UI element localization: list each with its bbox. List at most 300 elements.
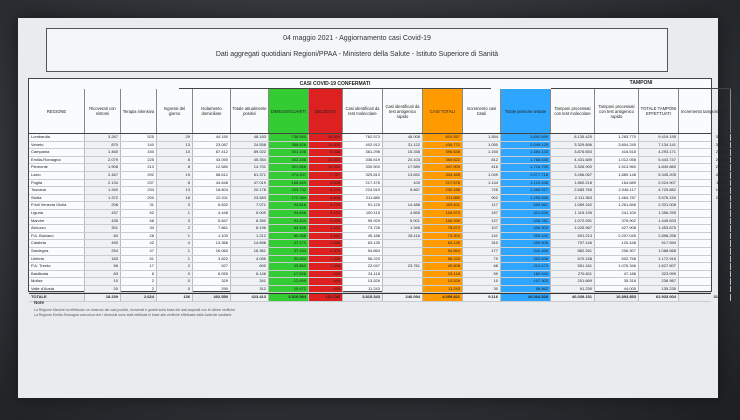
table-cell: 11.406 <box>309 142 343 149</box>
table-cell: 4.431.689 <box>551 157 595 164</box>
table-cell: 4.840.860 <box>639 164 679 171</box>
table-cell <box>383 271 423 278</box>
table-row <box>29 217 728 226</box>
table-row <box>29 225 728 233</box>
table-cell: 2.915 <box>309 218 343 225</box>
table-cell: 63.456 <box>269 225 309 232</box>
table-cell: 18 <box>157 195 193 202</box>
table-cell: 136 <box>157 294 193 301</box>
table-row <box>29 171 728 180</box>
table-row <box>29 164 728 172</box>
table-cell: 28.500 <box>679 195 731 202</box>
table-cell: 217.576 <box>423 180 463 187</box>
table-cell: 302.246 <box>269 157 309 164</box>
table-cell: 54.864 <box>423 248 463 255</box>
table-cell: 1.212 <box>231 233 269 240</box>
table-cell: 1.172.916 <box>639 256 679 263</box>
table-cell: 105.611 <box>423 202 463 209</box>
table-cell: 24.118 <box>343 271 383 278</box>
report-title: 04 maggio 2021 - Aggiornamento casi Covid-19 <box>283 35 431 42</box>
table-cell: 1.460 <box>85 149 121 156</box>
table-cell: 91.424 <box>269 218 309 225</box>
table-cell: 45.354 <box>231 157 269 164</box>
table-cell: 18.239 <box>85 294 121 301</box>
table-cell: 4.448 <box>193 210 231 217</box>
table-cell: 1.115.195 <box>551 210 595 217</box>
region-name-cell: TOTALE <box>29 294 85 301</box>
table-cell: 56.220 <box>343 256 383 263</box>
table-cell: 527 <box>193 263 231 270</box>
table-row <box>29 240 728 248</box>
table-cell: 402.912 <box>343 142 383 149</box>
table-cell: 30 <box>463 286 501 293</box>
column-header: Totale persone testate <box>501 89 551 133</box>
table-cell: 2.836 <box>679 256 731 263</box>
table-cell: 16.893.853 <box>595 294 639 301</box>
table-cell: 37.194 <box>269 248 309 255</box>
table-row <box>29 285 728 294</box>
region-name-cell: Friuli Venezia Giulia <box>29 202 85 209</box>
table-cell: 2.024.907 <box>639 180 679 187</box>
table-body <box>29 134 728 302</box>
table-cell: 2 <box>121 286 157 293</box>
table-cell: 2.111.363 <box>551 195 595 202</box>
report-header <box>46 28 668 72</box>
table-cell: 6.350 <box>231 218 269 225</box>
table-cell: 7.071 <box>231 202 269 209</box>
table-cell: 1.554 <box>463 134 501 141</box>
table-cell: 87.412 <box>193 149 231 156</box>
table-cell: 22.047 <box>343 263 383 270</box>
table-cell: 1.309 <box>309 248 343 255</box>
table-cell: 427.908 <box>595 225 639 232</box>
table-cell: 24.462 <box>679 164 731 171</box>
table-cell: 5.009 <box>231 210 269 217</box>
table-cell: 725 <box>463 187 501 194</box>
table-cell: 224.519 <box>343 187 383 194</box>
table-cell: 321.868 <box>269 164 309 171</box>
column-header: Terapia intensiva <box>121 89 157 133</box>
table-cell: 2.467 <box>85 172 121 179</box>
table-cell: 347.909 <box>423 164 463 171</box>
column-header: DECEDUTI <box>309 89 343 133</box>
table-cell: 83 <box>85 271 121 278</box>
table-row <box>29 232 728 241</box>
table-cell <box>383 286 423 293</box>
column-header: TOTALE TAMPONI EFFETTUATI <box>639 89 679 133</box>
table-cell: 396.636 <box>423 149 463 156</box>
region-name-cell: Veneto <box>29 142 85 149</box>
table-cell: 211.880 <box>343 195 383 202</box>
table-cell: 1.069.162 <box>551 202 595 209</box>
table-cell: 62.933.004 <box>639 294 679 301</box>
table-cell: 1.449.833 <box>639 218 679 225</box>
region-name-cell: Sardegna <box>29 248 85 255</box>
table-cell: 1.049 <box>463 172 501 179</box>
table-cell: 1.012.058 <box>595 157 639 164</box>
table-cell: 355.432 <box>501 233 551 240</box>
table-cell: 73.304 <box>423 233 463 240</box>
table-cell: 3.519.584 <box>269 294 309 301</box>
table-cell: 120.448 <box>595 240 639 247</box>
region-name-cell: Toscana <box>29 187 85 194</box>
table-cell: 28.116 <box>383 233 423 240</box>
table-cell: 1.144 <box>463 180 501 187</box>
table-cell: 4.056 <box>231 256 269 263</box>
table-cell: 12.580 <box>193 164 231 171</box>
table-cell: 201.669 <box>551 278 595 285</box>
table-cell: 381.298 <box>343 149 383 156</box>
table-cell: 63.135 <box>343 240 383 247</box>
table-cell: 3 <box>157 218 193 225</box>
table-cell: 1.453.875 <box>639 225 679 232</box>
table-cell: 446 <box>309 271 343 278</box>
table-cell: 43.860 <box>269 263 309 270</box>
table-cell: 13 <box>157 187 193 194</box>
table-cell: 62 <box>121 210 157 217</box>
table-cell: 7.861 <box>193 225 231 232</box>
table-cell: 1.283.770 <box>595 134 639 141</box>
table-cell: 44.005 <box>595 286 639 293</box>
table-cell: 5.667 <box>383 187 423 194</box>
table-cell: 902 <box>463 195 501 202</box>
table-row <box>29 134 728 142</box>
table-cell: 386.828 <box>269 142 309 149</box>
table-cell: 5.443.747 <box>639 157 679 164</box>
table-cell: 1.100 <box>193 233 231 240</box>
table-cell: 402.550 <box>193 294 231 301</box>
note-line-2: La Regione Emilia-Romagna comunica che i deceduti sono stati rettificati in base alle verifiche effettuate dalle Aziende sanitarie. <box>34 313 233 317</box>
table-cell: 0 <box>157 271 193 278</box>
table-cell: 56.220 <box>423 256 463 263</box>
table-row <box>29 270 728 279</box>
table-cell: 3.700 <box>679 240 731 247</box>
table-row <box>29 179 728 188</box>
table-cell: 24.103 <box>383 157 423 164</box>
table-cell: 28 <box>121 233 157 240</box>
table-cell: 45.808 <box>423 263 463 270</box>
table-cell: 16.060 <box>193 248 231 255</box>
table-cell: 203.732 <box>269 187 309 194</box>
table-cell: 14.898 <box>231 240 269 247</box>
table-cell: 31 <box>121 202 157 209</box>
table-cell: 13.526 <box>423 278 463 285</box>
column-header: Incremento casi totali <box>463 89 501 133</box>
table-cell: 47.171 <box>269 240 309 247</box>
table-cell: 553.961 <box>501 202 551 209</box>
region-name-cell: Molise <box>29 278 85 285</box>
table-cell: 208 <box>85 202 121 209</box>
table-cell: 3.724 <box>309 202 343 209</box>
table-cell: 0 <box>157 286 193 293</box>
table-cell: 58.612 <box>193 172 231 179</box>
column-header: DIMESSI/GUARITI <box>269 89 309 133</box>
table-cell: 1.330 <box>309 256 343 263</box>
table-cell: 150 <box>121 149 157 156</box>
table-cell: 246.094 <box>383 294 423 301</box>
table-cell: 44.648 <box>193 180 231 187</box>
column-header: Ricoverati con sintomi <box>85 89 121 133</box>
table-cell: 234 <box>121 187 157 194</box>
table-cell: 312 <box>231 286 269 293</box>
table-cell: 84 <box>85 233 121 240</box>
column-header: Tamponi processati con test molecolare <box>551 89 595 133</box>
region-name-cell: P.A. Trento <box>29 263 85 270</box>
table-cell: 3.822 <box>193 256 231 263</box>
column-header: Casi identificati da test molecolare <box>343 89 383 133</box>
table-cell: 100 <box>383 180 423 187</box>
table-cell: 24.558 <box>231 142 269 149</box>
table-cell: 1.120.438 <box>501 180 551 187</box>
table-cell: 121.743 <box>309 294 343 301</box>
report-sheet <box>18 18 729 398</box>
table-cell: 94.816 <box>269 202 309 209</box>
table-cell: 1.076.346 <box>595 263 639 270</box>
table-cell: 2.683.765 <box>551 187 595 194</box>
table-cell: 48.008 <box>383 134 423 141</box>
table-row <box>29 194 728 203</box>
table-cell: 23.761 <box>383 263 423 270</box>
region-name-cell: Valle d'Aosta <box>29 286 85 293</box>
table-cell: 4.034 <box>679 210 731 217</box>
table-cell: 459 <box>309 286 343 293</box>
table-cell: 1.261.846 <box>595 202 639 209</box>
table-cell: 406.303 <box>501 225 551 232</box>
table-cell: 2.046.117 <box>595 187 639 194</box>
table-cell: 1.356.295 <box>639 210 679 217</box>
region-name-cell: Marche <box>29 218 85 225</box>
table-cell: 31.122 <box>383 142 423 149</box>
table-cell: 4 <box>157 240 193 247</box>
table-cell: 2.134 <box>85 180 121 187</box>
table-cell: 542.466 <box>501 248 551 255</box>
table-cell: 343.465 <box>423 172 463 179</box>
table-cell: 89.022 <box>231 149 269 156</box>
table-cell: 141 <box>463 233 501 240</box>
table-cell: 2 <box>121 278 157 285</box>
table-cell: 1.627.507 <box>639 263 679 270</box>
table-cell: 401.639 <box>501 210 551 217</box>
table-cell: 962 <box>679 271 731 278</box>
table-cell: 26.004.528 <box>501 294 551 301</box>
table-cell: 1.889.148 <box>595 172 639 179</box>
table-cell: 23.583 <box>231 195 269 202</box>
table-cell: 1 <box>157 210 193 217</box>
table-cell: 1.788.646 <box>501 157 551 164</box>
table-cell: 1.484.133 <box>501 149 551 156</box>
table-cell: 4.718 <box>679 225 731 232</box>
table-cell: 107 <box>463 225 501 232</box>
table-cell: 3 <box>157 202 193 209</box>
table-cell: 6.832 <box>193 202 231 209</box>
table-cell: 254 <box>85 248 121 255</box>
table-cell: 91.230 <box>551 286 595 293</box>
column-header: Tamponi processati con test antigenico rapido <box>595 89 639 133</box>
table-cell: 61.371 <box>231 172 269 179</box>
table-cell: 63.135 <box>423 240 463 247</box>
group-title-tamponi: TAMPONI <box>551 80 731 89</box>
table-cell: 11.243 <box>423 286 463 293</box>
table-row <box>29 156 728 165</box>
column-header: Incremento tamponi totali <box>679 89 731 133</box>
table-cell: 360.622 <box>423 157 463 164</box>
table-cell: 3.326.900 <box>551 164 595 171</box>
table-cell: 797.146 <box>551 240 595 247</box>
table-cell: 51 <box>121 256 157 263</box>
table-cell: 600 <box>231 263 269 270</box>
region-name-cell: Abruzzo <box>29 225 85 232</box>
table-cell: 18.604 <box>193 187 231 194</box>
region-name-cell: Lombardia <box>29 134 85 141</box>
table-cell: 117 <box>463 202 501 209</box>
table-cell: 180.440 <box>501 271 551 278</box>
table-cell: 213 <box>121 164 157 171</box>
table-cell: 329 <box>193 278 231 285</box>
table-cell: 4.113 <box>309 210 343 217</box>
table-cell: 290 <box>193 286 231 293</box>
table-cell: 416 <box>463 164 501 171</box>
table-cell: 47.188 <box>595 271 639 278</box>
table-cell: 2.331.008 <box>639 202 679 209</box>
table-cell: 1.716.755 <box>501 164 551 171</box>
column-header: Casi identificati da test antigenico rapido <box>383 89 423 133</box>
table-row <box>29 149 728 157</box>
table-row <box>29 187 728 195</box>
table-cell: 1.072.931 <box>551 218 595 225</box>
table-cell: 75.072 <box>423 225 463 232</box>
table-cell: 437 <box>85 210 121 217</box>
table-cell: 1.006 <box>679 278 731 285</box>
notes-section <box>34 300 594 317</box>
table-cell: 13.652 <box>383 172 423 179</box>
table-row <box>29 202 728 210</box>
table-cell: 241.100 <box>595 210 639 217</box>
table-cell: 157 <box>463 210 501 217</box>
table-cell: 1.295.655 <box>501 195 551 202</box>
table-cell: 19 <box>157 172 193 179</box>
table-cell: 330.500 <box>343 164 383 171</box>
table-cell: 336.519 <box>343 157 383 164</box>
table-cell: 225 <box>121 157 157 164</box>
table-cell <box>383 256 423 263</box>
table-cell: 13.526 <box>343 278 383 285</box>
table-cell: 15.338 <box>383 149 423 156</box>
table-cell: 211.880 <box>423 195 463 202</box>
table-cell: 762.573 <box>343 134 383 141</box>
region-name-cell: Calabria <box>29 240 85 247</box>
table-cell: 42 <box>121 240 157 247</box>
table-cell <box>383 248 423 255</box>
table-cell: 183 <box>85 256 121 263</box>
table-cell: 59 <box>463 271 501 278</box>
table-cell: 100.930 <box>423 218 463 225</box>
covid-data-table <box>28 78 729 300</box>
table-cell: 24.118 <box>423 271 463 278</box>
table-cell: 68 <box>463 263 501 270</box>
table-cell: 1 <box>157 233 193 240</box>
table-cell: 882.261 <box>551 248 595 255</box>
table-cell: 206.307 <box>595 248 639 255</box>
table-cell: 172.384 <box>269 195 309 202</box>
table-cell: 1.164 <box>309 233 343 240</box>
table-cell: 1.348 <box>309 263 343 270</box>
table-cell: 1.340 <box>85 187 121 194</box>
region-name-cell: Basilicata <box>29 271 85 278</box>
table-cell: 301.106 <box>269 149 309 156</box>
table-cell: 2.207.045 <box>595 233 639 240</box>
table-cell: 9.419.195 <box>639 134 679 141</box>
table-cell: 3.804.245 <box>595 142 639 149</box>
table-cell: 104.970 <box>423 210 463 217</box>
table-cell: 870 <box>85 142 121 149</box>
column-header: Totale attualmente positivi <box>231 89 269 133</box>
table-cell: 12.699 <box>269 278 309 285</box>
table-cell: 10 <box>157 149 193 156</box>
table-cell: 230.186 <box>423 187 463 194</box>
table-cell: 44.150 <box>193 134 231 141</box>
table-cell: 4.301 <box>679 248 731 255</box>
table-cell: 1.050 <box>463 142 501 149</box>
table-cell: 35.307 <box>679 134 731 141</box>
table-cell: 7.757 <box>309 172 343 179</box>
table-cell: 34 <box>121 225 157 232</box>
table-row <box>29 209 728 218</box>
region-name-cell: Campania <box>29 149 85 156</box>
region-name-cell: Piemonte <box>29 164 85 171</box>
table-cell: 423.413 <box>231 294 269 301</box>
table-cell: 292 <box>121 172 157 179</box>
table-cell: 20.178 <box>231 187 269 194</box>
table-cell: 1.860.218 <box>551 180 595 187</box>
table-cell: 2.079 <box>85 157 121 164</box>
column-header: Ingressi del giorno <box>157 89 193 133</box>
table-cell <box>383 195 423 202</box>
table-cell: 274.337 <box>269 172 309 179</box>
table-cell: 6.055 <box>193 271 231 278</box>
table-cell: 17.526 <box>269 271 309 278</box>
table-cell: 11.243 <box>343 286 383 293</box>
table-cell: 3.456.057 <box>551 172 595 179</box>
table-cell: 812 <box>463 157 501 164</box>
table-cell: 1.513.960 <box>595 164 639 171</box>
table-cell: 3.576.150 <box>639 195 679 202</box>
table-row <box>29 141 728 150</box>
table-row <box>29 263 728 271</box>
table-cell: 2 <box>157 263 193 270</box>
table-cell: 329.813 <box>343 172 383 179</box>
table-cell: 60.068 <box>269 233 309 240</box>
table-cell: 91.125 <box>343 202 383 209</box>
table-cell: 376.902 <box>595 218 639 225</box>
table-cell: 2.841 <box>679 263 731 270</box>
table-cell: 177 <box>463 248 501 255</box>
table-row <box>29 255 728 264</box>
table-cell: 2.049.125 <box>501 142 551 149</box>
table-cell: 17.123 <box>679 187 731 194</box>
table-cell: 525 <box>121 134 157 141</box>
table-cell: 416.518 <box>595 149 639 156</box>
table-cell: 127 <box>463 218 501 225</box>
table-cell: 490 <box>85 240 121 247</box>
table-cell: 502.758 <box>595 256 639 263</box>
table-cell: 54.864 <box>343 248 383 255</box>
table-cell: 43.050 <box>193 157 231 164</box>
report-subtitle: Dati aggregati quotidiani Regioni/PPAA - Ministero della Salute - Istituto Superiore di Sanità <box>215 51 499 58</box>
note-line-1: La Regione Marche ha effettuato un ricalcolo dei casi positivi, ricoverati e guariti sulla base dei dati acquisiti con le ultime verifiche. <box>34 308 236 312</box>
table-cell: 1.066 <box>309 240 343 247</box>
table-cell: 10.472 <box>269 286 309 293</box>
table-cell: 11.983 <box>679 180 731 187</box>
